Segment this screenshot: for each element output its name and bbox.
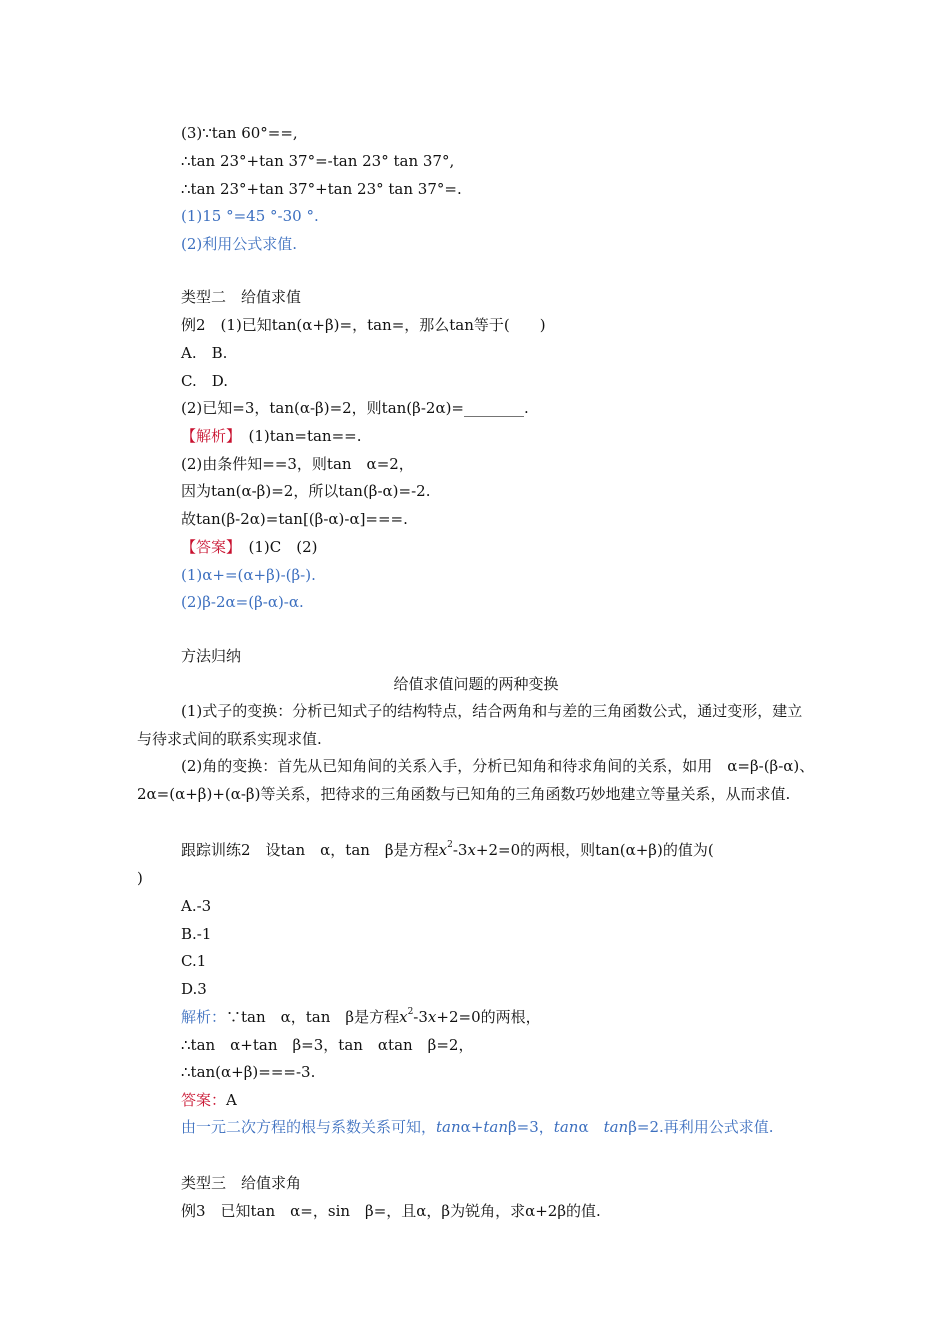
options-a-b: A. B. bbox=[181, 344, 228, 362]
option-b: B.-1 bbox=[181, 925, 212, 943]
var-x: x bbox=[467, 841, 476, 859]
tan-italic: tan bbox=[603, 1118, 629, 1136]
hint-2: (2)利用公式求值. bbox=[181, 235, 298, 253]
practice-solution-line-2: ∴tan α+tan β=3，tan αtan β=2， bbox=[181, 1036, 474, 1054]
option-d: D.3 bbox=[181, 980, 207, 998]
method-paragraph-1-text: (1)式子的变换：分析已知式子的结构特点，结合两角和与差的三角函数公式，通过变形，建立与待求式间的联系实现求值. bbox=[137, 702, 803, 748]
answer-tag: 【答案】 bbox=[181, 538, 234, 556]
practice-hint bbox=[137, 1113, 815, 1141]
method-paragraph-1 bbox=[137, 697, 815, 753]
type2-hint-2: (2)β-2α=(β-α)-α. bbox=[181, 593, 304, 611]
therefore-line-2: ∴tan 23°+tan 37°+tan 23° tan 37°=. bbox=[181, 180, 462, 198]
solution-line-3: 因为tan(α-β)=2，所以tan(β-α)=-2. bbox=[181, 482, 431, 500]
option-a: A.-3 bbox=[181, 897, 212, 915]
var-x: x bbox=[427, 1008, 437, 1026]
var-x: x bbox=[438, 841, 448, 859]
tan-italic: tan bbox=[553, 1118, 579, 1136]
hint-1: (1)15 °=45 °-30 °. bbox=[181, 207, 319, 225]
method-heading: 方法归纳 bbox=[181, 647, 242, 665]
practice-question-part-a: 跟踪训练2 设tan α，tan β是方程 bbox=[181, 841, 439, 859]
superscript-2: 2 bbox=[447, 840, 453, 850]
answer-text: (1)C (2) bbox=[233, 538, 318, 556]
type2-hint-1: (1)α+=(α+β)-(β-). bbox=[181, 566, 316, 584]
option-c: C.1 bbox=[181, 952, 207, 970]
type2-heading: 类型二 给值求值 bbox=[181, 288, 302, 306]
practice-answer-tag: 答案： bbox=[181, 1091, 227, 1109]
practice-hint-part-a: 由一元二次方程的根与系数关系可知， bbox=[181, 1118, 437, 1136]
practice-solution-line-3: ∴tan(α+β)===-3. bbox=[181, 1063, 316, 1081]
solution-line-2: (2)由条件知==3，则tan α=2， bbox=[181, 455, 414, 473]
superscript-2: 2 bbox=[407, 1007, 414, 1017]
method-paragraph-2-text: (2)角的变换：首先从已知角间的关系入手，分析已知角和待求角间的关系，如用 α=β-(β-α)、2α=(α+β)+(α-β)等关系，把待求的三角函数与已知角的三角函数巧妙地建立等量关系，从而求值. bbox=[137, 757, 815, 803]
practice-question-end: ) bbox=[137, 869, 143, 887]
var-x: x bbox=[399, 1008, 408, 1026]
answer-line bbox=[181, 537, 318, 557]
practice-hint-part-b: α+ bbox=[460, 1118, 484, 1136]
solution-text: (1)tan=tan==. bbox=[233, 427, 362, 445]
practice-solution-line-1 bbox=[181, 1007, 541, 1027]
practice-solution-part-b: -3 bbox=[413, 1008, 428, 1026]
practice-solution-part-a: ∵tan α，tan β是方程 bbox=[226, 1008, 400, 1026]
practice-answer-text: A bbox=[226, 1091, 237, 1109]
solution-line-1 bbox=[181, 426, 362, 446]
solution-line-4: 故tan(β-2α)=tan[(β-α)-α]===. bbox=[181, 510, 408, 528]
method-paragraph-2 bbox=[137, 752, 815, 808]
practice-hint-part-c: β=3， bbox=[508, 1118, 554, 1136]
tan-italic: tan bbox=[436, 1118, 461, 1136]
options-c-d: C. D. bbox=[181, 372, 228, 390]
example-2-part-2: (2)已知=3，tan(α-β)=2，则tan(β-2α)=________. bbox=[181, 399, 529, 417]
practice-solution-part-c: +2=0的两根， bbox=[436, 1008, 541, 1026]
practice-question-part-b: -3 bbox=[452, 841, 468, 859]
practice-question-part-c: +2=0的两根，则tan(α+β)的值为( bbox=[475, 841, 714, 859]
practice-hint-part-d: α bbox=[578, 1118, 589, 1136]
practice-solution-tag: 解析： bbox=[181, 1008, 227, 1026]
example-2-question: 例2 (1)已知tan(α+β)=，tan=，那么tan等于( ) bbox=[181, 316, 546, 334]
type3-heading: 类型三 给值求角 bbox=[181, 1174, 302, 1192]
therefore-line-1: ∴tan 23°+tan 37°=-tan 23° tan 37°, bbox=[181, 152, 455, 170]
method-title: 给值求值问题的两种变换 bbox=[393, 675, 559, 693]
step-3-line: (3)∵tan 60°==, bbox=[181, 124, 298, 142]
example-3-question: 例3 已知tan α=，sin β=，且α，β为锐角，求α+2β的值. bbox=[181, 1202, 601, 1220]
tan-italic: tan bbox=[483, 1118, 508, 1136]
practice-hint-part-e: β=2.再利用公式求值. bbox=[628, 1118, 774, 1136]
practice-answer-line bbox=[181, 1090, 237, 1110]
solution-tag: 【解析】 bbox=[181, 427, 234, 445]
practice-question bbox=[181, 840, 714, 860]
